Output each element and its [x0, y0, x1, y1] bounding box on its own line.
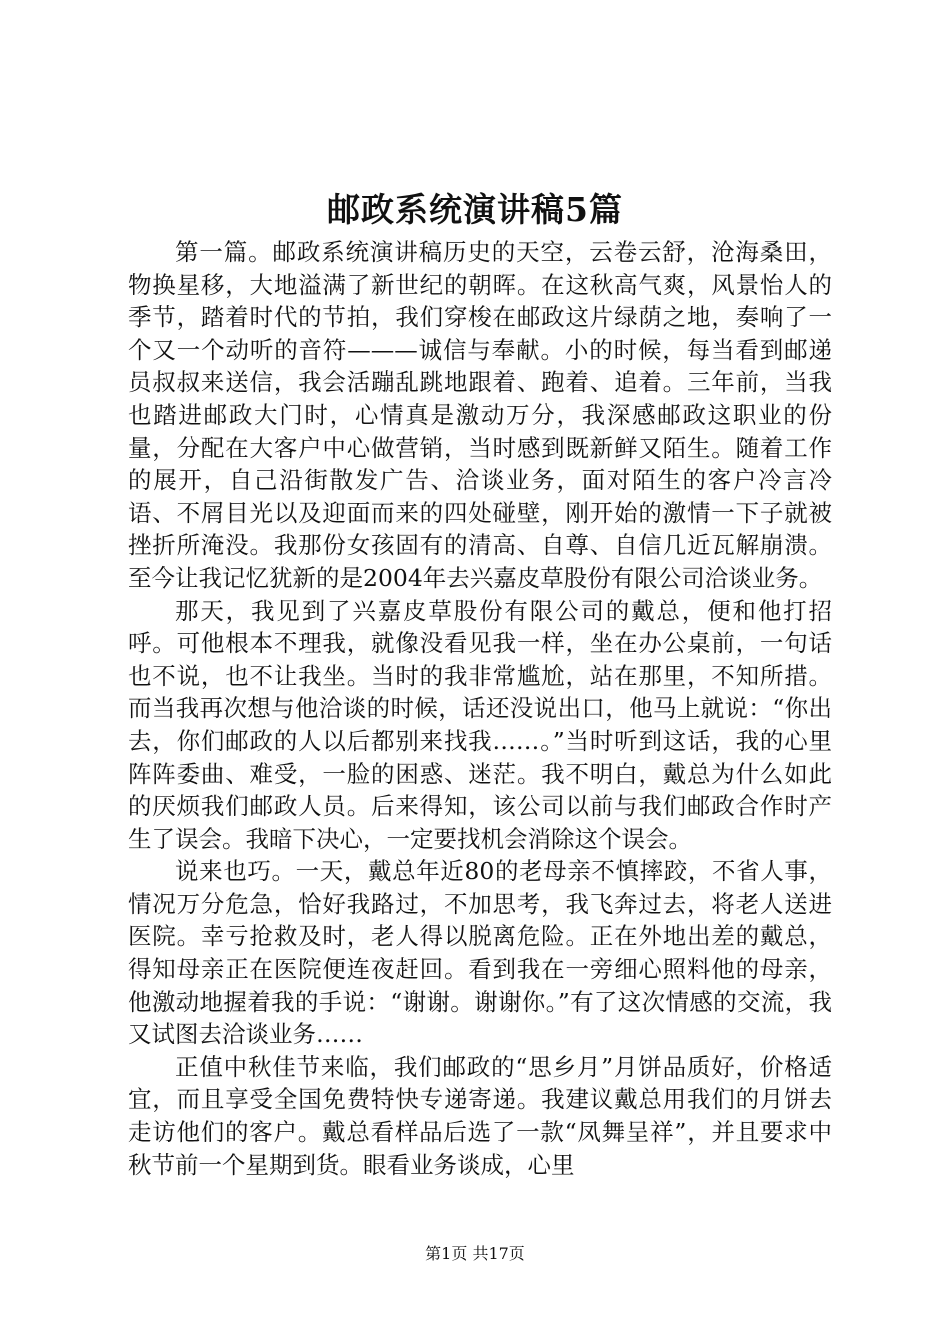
document-title: 邮政系统演讲稿5篇 [327, 190, 623, 229]
document-body [128, 236, 832, 1181]
paragraph-4: 正值中秋佳节来临，我们邮政的“思乡月”月饼品质好，价格适宜，而且享受全国免费特快专递寄递。我建议戴总用我们的月饼去走访他们的客户。戴总看样品后选了一款“凤舞呈祥”，并且要求中秋节前一个星期到货。眼看业务谈成，心里 [128, 1052, 832, 1179]
paragraph-3: 说来也巧。一天，戴总年近80的老母亲不慎摔跤，不省人事，情况万分危急，恰好我路过，不加思考，我飞奔过去，将老人送进医院。幸亏抢救及时，老人得以脱离危险。正在外地出差的戴总，得知母亲正在医院便连夜赶回。看到我在一旁细心照料他的母亲，他激动地握着我的手说：“谢谢。谢谢你。”有了这次情感的交流，我又试图去洽谈业务…… [128, 857, 832, 1049]
paragraph-1: 第一篇。邮政系统演讲稿历史的天空，云卷云舒，沧海桑田，物换星移，大地溢满了新世纪的朝晖。在这秋高气爽，风景怡人的季节，踏着时代的节拍，我们穿梭在邮政这片绿荫之地，奏响了一个又一个动听的音符———诚信与奉献。小的时候，每当看到邮递员叔叔来送信，我会活蹦乱跳地跟着、跑着、追着。三年前，当我也踏进邮政大门时，心情真是激动万分，我深感邮政这职业的份量，分配在大客户中心做营销，当时感到既新鲜又陌生。随着工作的展开，自己沿街散发广告、洽谈业务，面对陌生的客户冷言冷语、不屑目光以及迎面而来的四处碰壁，刚开始的激情一下子就被挫折所淹没。我那份女孩固有的清高、自尊、自信几近瓦解崩溃。至今让我记忆犹新的是2004年去兴嘉皮草股份有限公司洽谈业务。 [128, 238, 832, 592]
paragraph-2: 那天，我见到了兴嘉皮草股份有限公司的戴总，便和他打招呼。可他根本不理我，就像没看见我一样，坐在办公桌前，一句话也不说，也不让我坐。当时的我非常尴尬，站在那里，不知所措。而当我再次想与他洽谈的时候，话还没说出口，他马上就说：“你出去，你们邮政的人以后都别来找我……。”当时听到这话，我的心里阵阵委曲、难受，一脸的困惑、迷茫。我不明白，戴总为什么如此的厌烦我们邮政人员。后来得知，该公司以前与我们邮政合作时产生了误会。我暗下决心，一定要找机会消除这个误会。 [128, 596, 832, 853]
page-footer: 第1页 共17页 [425, 1244, 525, 1263]
